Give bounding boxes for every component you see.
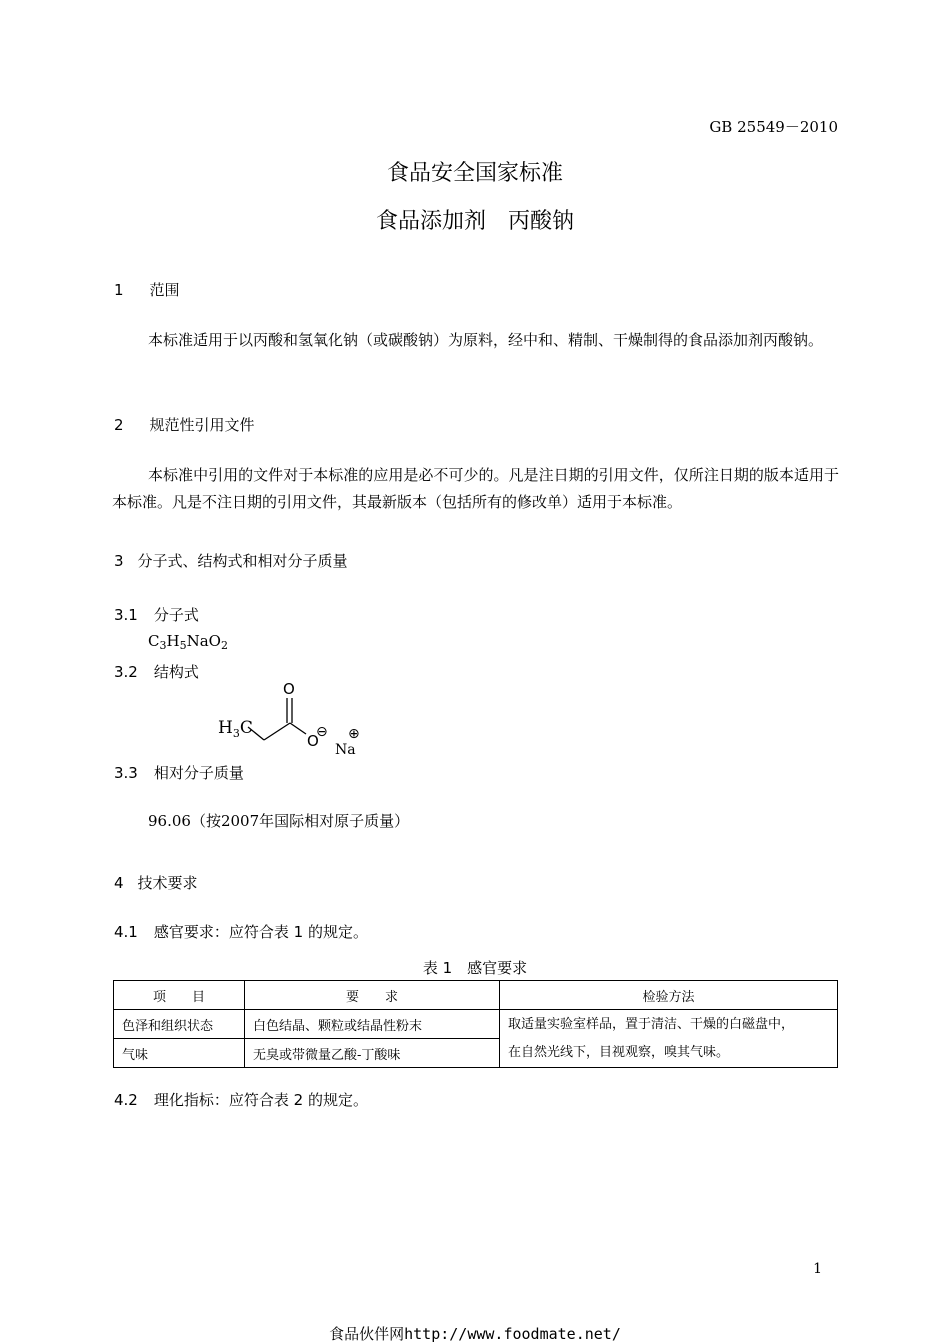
section-number: 3.1 [114,606,138,624]
plus-charge-icon: ⊕ [348,726,360,742]
method-line-2: 在自然光线下，目视观察，嗅其气味。 [508,1044,730,1060]
section-3-heading [114,550,348,571]
section-number: 2 [114,416,124,434]
section-3-2-heading [114,661,199,682]
section-number: 3.3 [114,764,138,782]
section-1-heading [114,279,180,300]
header-method: 检验方法 [500,981,838,1010]
bond-2 [264,723,290,740]
section-number: 4 [114,874,124,892]
section-2-heading [114,414,255,435]
section-4-2-heading [114,1089,368,1110]
section-number: 3 [114,552,124,570]
method-line-1: 取适量实验室样品，置于清洁、干燥的白磁盘中， [508,1016,795,1032]
section-4-1-heading [114,921,368,942]
header-item: 项 目 [114,981,245,1010]
section-4-heading [114,872,198,893]
document-title: 食品安全国家标准 [386,161,563,186]
section-title: 范围 [149,281,180,299]
section-2-text: 本标准中引用的文件对于本标准的应用是必不可少的。凡是注日期的引用文件，仅所注日期的版本适用于本标准。凡是不注日期的引用文件，其最新版本（包括所有的修改单）适用于本标准。 [112,466,839,511]
section-3-3-heading [114,762,244,783]
h3c-label: $H_3C$ [218,718,253,740]
row-requirement: 无臭或带微量乙酸-丁酸味 [245,1039,500,1068]
structural-formula [210,676,370,762]
section-title: 感官要求：应符合表 1 的规定。 [153,923,368,941]
table-1-caption: 表 1 感官要求 [422,959,528,977]
footer [0,1323,950,1344]
row-item: 色泽和组织状态 [114,1010,245,1039]
molecular-mass: 96.06（按2007年国际相对原子质量） [148,812,410,830]
section-title: 技术要求 [137,874,198,892]
footer-url[interactable]: http://www.foodmate.net/ [404,1325,621,1343]
section-number: 1 [114,281,124,299]
section-number: 3.2 [114,663,138,681]
section-title: 理化指标：应符合表 2 的规定。 [153,1091,368,1109]
header-requirement: 要 求 [245,981,500,1010]
section-number: 4.2 [114,1091,138,1109]
sodium-label: Na [335,742,356,758]
section-title: 规范性引用文件 [149,416,255,434]
standard-code: GB 25549－2010 [709,118,838,136]
table-header-row [114,981,838,1010]
section-3-1-heading [114,604,199,625]
section-number: 4.1 [114,923,138,941]
oxygen-anion: O [307,732,319,750]
bond-3 [290,723,306,734]
section-title: 结构式 [153,663,199,681]
section-title: 分子式 [153,606,199,624]
oxygen-top: O [283,680,295,698]
page-number: 1 [813,1261,822,1277]
footer-site-name: 食品伙伴网 [329,1325,405,1343]
test-method [500,1010,838,1068]
sensory-requirements-table [113,980,838,1068]
section-title: 分子式、结构式和相对分子质量 [137,552,348,570]
row-item: 气味 [114,1039,245,1068]
table-row [114,1010,838,1039]
section-title: 相对分子质量 [153,764,244,782]
section-1-text: 本标准适用于以丙酸和氢氧化钠（或碳酸钠）为原料，经中和、精制、干燥制得的食品添加剂丙酸钠。 [148,331,824,349]
molecular-formula: $C_3H_5NaO_2$ [148,632,228,652]
minus-charge-icon: ⊖ [316,724,328,740]
document-subtitle: 食品添加剂 丙酸钠 [375,209,574,234]
row-requirement: 白色结晶、颗粒或结晶性粉末 [245,1010,500,1039]
